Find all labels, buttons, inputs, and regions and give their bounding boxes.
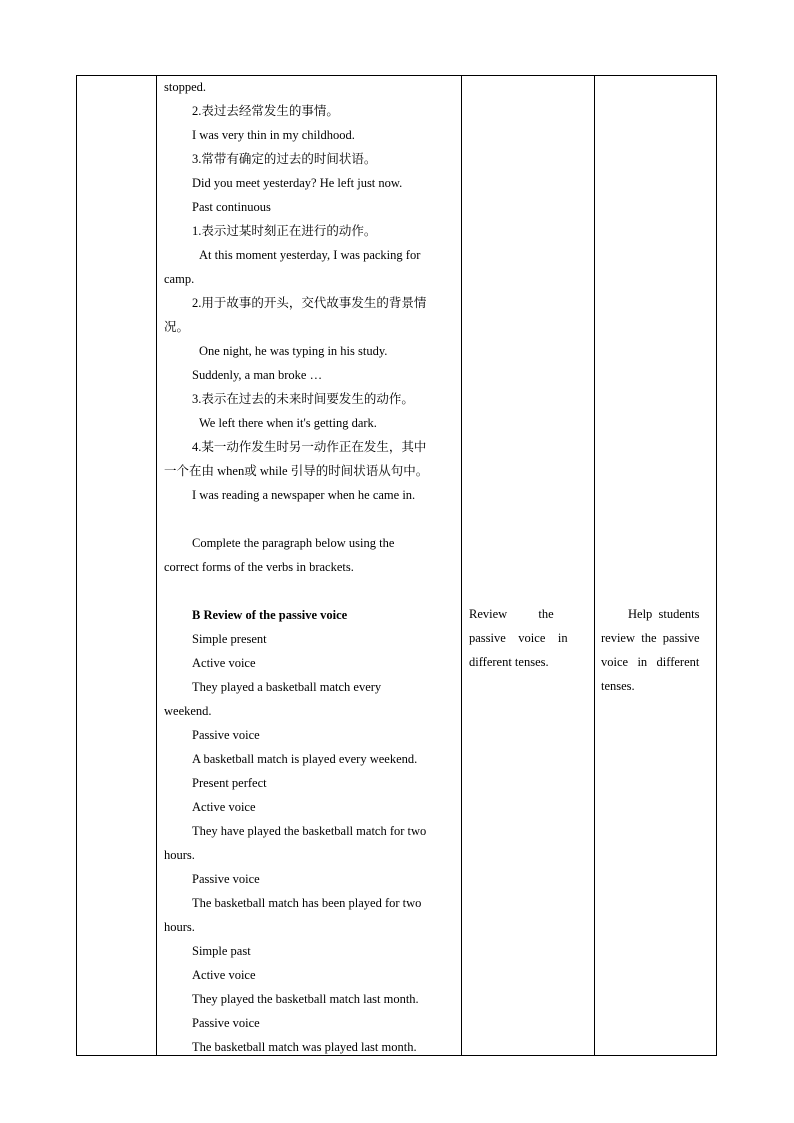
content-line: correct forms of the verbs in brackets. [164,560,354,574]
content-line: 况。 [164,320,190,334]
content-line: 3.常带有确定的过去的时间状语。 [192,152,377,166]
content-line: stopped. [164,80,207,94]
content-line: Did you meet yesterday? He left just now. [192,176,403,190]
content-line: Passive voice [192,728,260,742]
content-line: Present perfect [192,776,267,790]
section-heading: B Review of the passive voice [192,608,348,622]
content-line: hours. [164,848,195,862]
content-line: Passive voice [192,1016,260,1030]
purpose-line: Help students [628,607,700,621]
purpose-line: voice in different [601,655,700,669]
purpose-line: review the passive [601,631,700,645]
purpose-column [595,75,717,1056]
content-line: 1.表示过某时刻正在进行的动作。 [192,224,377,238]
content-line: We left there when it's getting dark. [199,416,377,430]
content-line: camp. [164,272,195,286]
blank-line [164,507,455,531]
content-line: At this moment yesterday, I was packing for [199,248,421,262]
content-line: 4.某一动作发生时另一动作正在发生，其中 [192,440,427,454]
column-spacer [601,75,711,602]
content-line: weekend. [164,704,212,718]
content-line: I was reading a newspaper when he came in. [192,488,416,502]
content-line: Passive voice [192,872,260,886]
content-line: 一个在由 when或 while 引导的时间状语从句中。 [164,464,429,478]
content-line: Simple present [192,632,267,646]
purpose-line: tenses. [601,679,635,693]
activity-line: Review the [469,607,554,621]
content-line: 2.表过去经常发生的事情。 [192,104,339,118]
blank-line [164,579,455,603]
content-line: Active voice [192,968,256,982]
activity-line: different tenses. [469,655,549,669]
content-line: The basketball match has been played for two [192,896,422,910]
content-line: Complete the paragraph below using the [192,536,395,550]
content-line: 2.用于故事的开头，交代故事发生的背景情 [192,296,427,310]
content-line: 3.表示在过去的未来时间要发生的动作。 [192,392,414,406]
content-line: They played a basketball match every [192,680,382,694]
content-line: Active voice [192,656,256,670]
activity-line: passive voice in [469,631,568,645]
content-line: hours. [164,920,195,934]
content-line: The basketball match was played last month. [192,1040,417,1054]
content-line: They have played the basketball match for two [192,824,427,838]
content-line: They played the basketball match last month. [192,992,419,1006]
content-line: A basketball match is played every weekend. [192,752,418,766]
content-line: Past continuous [192,200,271,214]
student-activity-column [462,75,594,1056]
column-spacer [469,75,587,602]
content-line: Suddenly, a man broke … [192,368,323,382]
content-line: Simple past [192,944,251,958]
content-column [157,75,461,1056]
content-line: I was very thin in my childhood. [192,128,355,142]
content-line: One night, he was typing in his study. [199,344,388,358]
content-line: Active voice [192,800,256,814]
